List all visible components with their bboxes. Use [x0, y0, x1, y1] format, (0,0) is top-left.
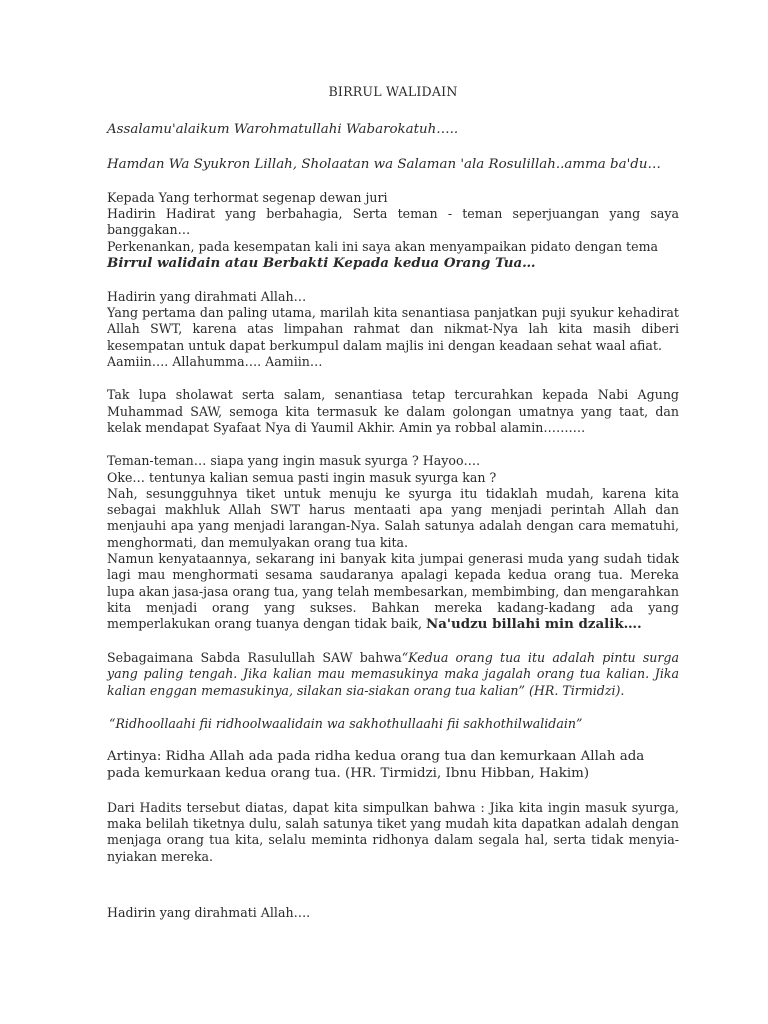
praise-paragraph — [107, 289, 679, 370]
sholawat-paragraph: Tak lupa sholawat serta salam, senantiasa tetap tercurahkan kepada Nabi Agung Muhammad SAW, semoga kita termasuk ke dalam golongan umatnya yang taat, dan kelak mendapat Syafaat Nya di Yaumil Akhir. Amin ya robbal alamin………. — [107, 387, 679, 435]
opening-line-hadirin: Hadirin Hadirat yang berbahagia, Serta teman - teman seperjuangan yang saya banggakan… — [107, 206, 679, 238]
praise-greeting: Hadirin yang dirahmati Allah… — [107, 288, 307, 304]
praise-body: Yang pertama dan paling utama, marilah kita senantiasa panjatkan puji syukur kehadirat Allah SWT, karena atas limpahan rahmat dan nikmat-Nya lah kita masih diberi kesempatan untuk dapat berkumpul dalam majlis ini dengan keadaan sehat waal afiat. — [107, 305, 679, 353]
syurga-body-1: Nah, sesungguhnya tiket untuk menuju ke syurga itu tidaklah mudah, karena kita sebagai makhluk Allah SWT harus mentaati apa yang menjadi perintah Allah dan menjauhi apa yang menjadi larangan-Nya. Salah satunya adalah dengan cara mematuhi, menghormati, dan memulyakan orang tua kita. — [107, 485, 679, 550]
syurga-body-2 — [107, 551, 679, 633]
syurga-paragraph — [107, 453, 679, 633]
speech-theme: Birrul walidain atau Berbakti Kepada kedua Orang Tua… — [107, 255, 536, 272]
opening-paragraph — [107, 190, 679, 272]
hadith-meaning: Artinya: Ridha Allah ada pada ridha kedua orang tua dan kemurkaan Allah ada pada kemurkaan kedua orang tua. (HR. Tirmidzi, Ibnu Hibban, Hakim) — [107, 749, 645, 781]
sabda-intro: Sebagaimana Sabda Rasulullah SAW bahwa — [107, 650, 402, 666]
sabda-source: (HR. Tirmidzi). — [528, 682, 625, 698]
sabda-paragraph — [107, 650, 679, 699]
opening-line-juri: Kepada Yang terhormat segenap dewan juri — [107, 189, 388, 205]
greeting-salam: Assalamu'alaikum Warohmatullahi Wabarokatuh….. — [107, 122, 459, 138]
syurga-question: Teman-teman… siapa yang ingin masuk syurga ? Hayoo…. — [107, 453, 481, 469]
opening-line-perkenankan: Perkenankan, pada kesempatan kali ini saya akan menyampaikan pidato dengan tema — [107, 238, 659, 254]
greeting-hamdan: Hamdan Wa Syukron Lillah, Sholaatan wa Salaman 'ala Rosulillah..amma ba'du… — [107, 157, 661, 173]
conclusion-paragraph: Dari Hadits tersebut diatas, dapat kita simpulkan bahwa : Jika kita ingin masuk syurga, maka belilah tiketnya dulu, salah satunya tiket yang mudah kita dapatkan adalah dengan menjaga orang tua kita, selalu meminta ridhonya dalam segala hal, serta tidak menyia-nyiakan mereka. — [107, 799, 679, 864]
closing-greeting: Hadirin yang dirahmati Allah…. — [107, 904, 311, 920]
naudzu-billahi: Na'udzu billahi min dzalik…. — [425, 616, 642, 633]
syurga-answer: Oke… tentunya kalian semua pasti ingin masuk syurga kan ? — [107, 469, 497, 485]
sabda-quote: “Kedua orang tua itu adalah pintu surga yang paling tengah. Jika kalian mau memasukinya maka jagalah orang tua kalian. Jika kalian enggan memasukinya, silakan sia-siakan orang tua kalian” — [107, 650, 679, 698]
praise-amin: Aamiin…. Allahumma…. Aamiin… — [107, 354, 323, 370]
hadith-quote: “Ridhoollaahi fii ridhoolwaalidain wa sakhothullaahi fii sakhothilwalidain” — [109, 715, 583, 731]
document-title: BIRRUL WALIDAIN — [328, 84, 458, 99]
document-page — [107, 84, 679, 921]
syurga-body-2-text: Namun kenyataannya, sekarang ini banyak kita jumpai generasi muda yang sudah tidak lagi mau menghormati sesama saudaranya apalagi kepada kedua orang tua. Mereka lupa akan jasa-jasa orang tua, yang telah membesarkan, membimbing, dan mengarahkan kita menjadi orang yang sukses. Bahkan mereka kadang-kadang ada yang memperlakukan orang tuanya dengan tidak baik, — [107, 551, 679, 632]
